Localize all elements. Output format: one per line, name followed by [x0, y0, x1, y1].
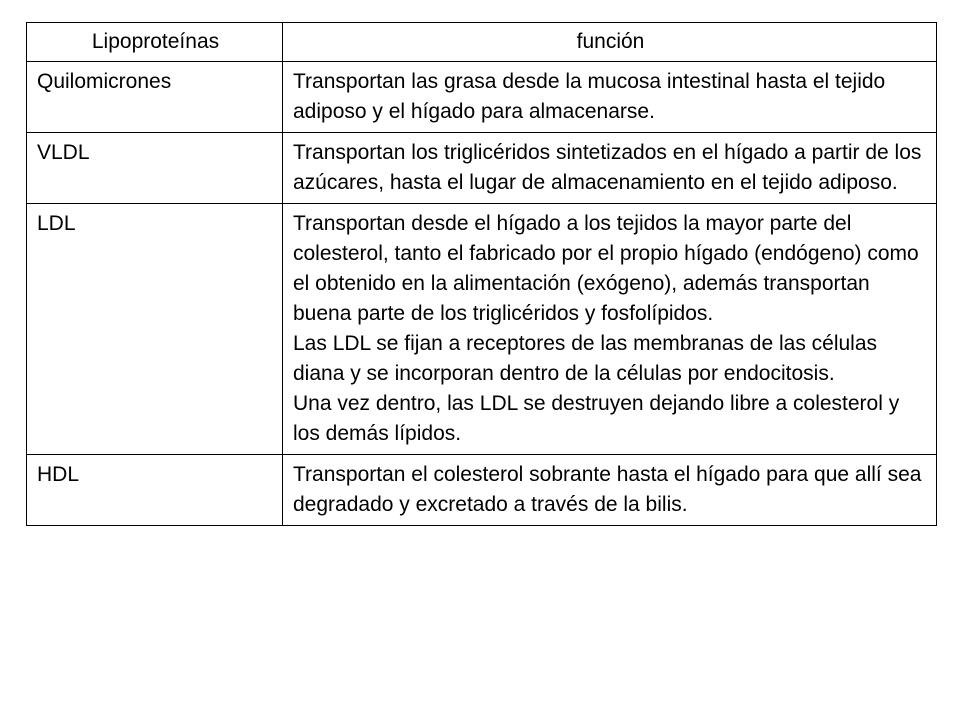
- table-row: [27, 62, 937, 133]
- function-paragraph: Una vez dentro, las LDL se destruyen dejando libre a colesterol y los demás lípidos.: [293, 392, 900, 445]
- row-name-vldl: VLDL: [27, 133, 283, 204]
- row-function-hdl: [283, 455, 937, 526]
- function-paragraph: Las LDL se fijan a receptores de las membranas de las células diana y se incorporan dentro de la células por endocitosis.: [293, 332, 878, 385]
- table-row: [27, 133, 937, 204]
- function-paragraph: Transportan desde el hígado a los tejidos la mayor parte del colesterol, tanto el fabricado por el propio hígado (endógeno) como el obtenido en la alimentación (exógeno), además transportan buena parte de los triglicéridos y fosfolípidos.: [293, 212, 919, 325]
- table-row: [27, 455, 937, 526]
- row-name-quilomicrones: Quilomicrones: [27, 62, 283, 133]
- header-lipoproteinas: Lipoproteínas: [27, 23, 283, 62]
- function-paragraph: Transportan las grasa desde la mucosa intestinal hasta el tejido adiposo y el hígado para almacenarse.: [293, 70, 886, 123]
- table-header-row: [27, 23, 937, 62]
- row-function-vldl: [283, 133, 937, 204]
- row-function-ldl: [283, 204, 937, 455]
- function-paragraph: Transportan el colesterol sobrante hasta el hígado para que allí sea degradado y excretado a través de la bilis.: [293, 463, 922, 516]
- row-name-ldl: LDL: [27, 204, 283, 455]
- row-function-quilomicrones: [283, 62, 937, 133]
- function-paragraph: Transportan los triglicéridos sintetizados en el hígado a partir de los azúcares, hasta el lugar de almacenamiento en el tejido adiposo.: [293, 141, 922, 194]
- header-funcion: función: [283, 23, 937, 62]
- table-row: [27, 204, 937, 455]
- lipoprotein-table: [26, 22, 937, 526]
- row-name-hdl: HDL: [27, 455, 283, 526]
